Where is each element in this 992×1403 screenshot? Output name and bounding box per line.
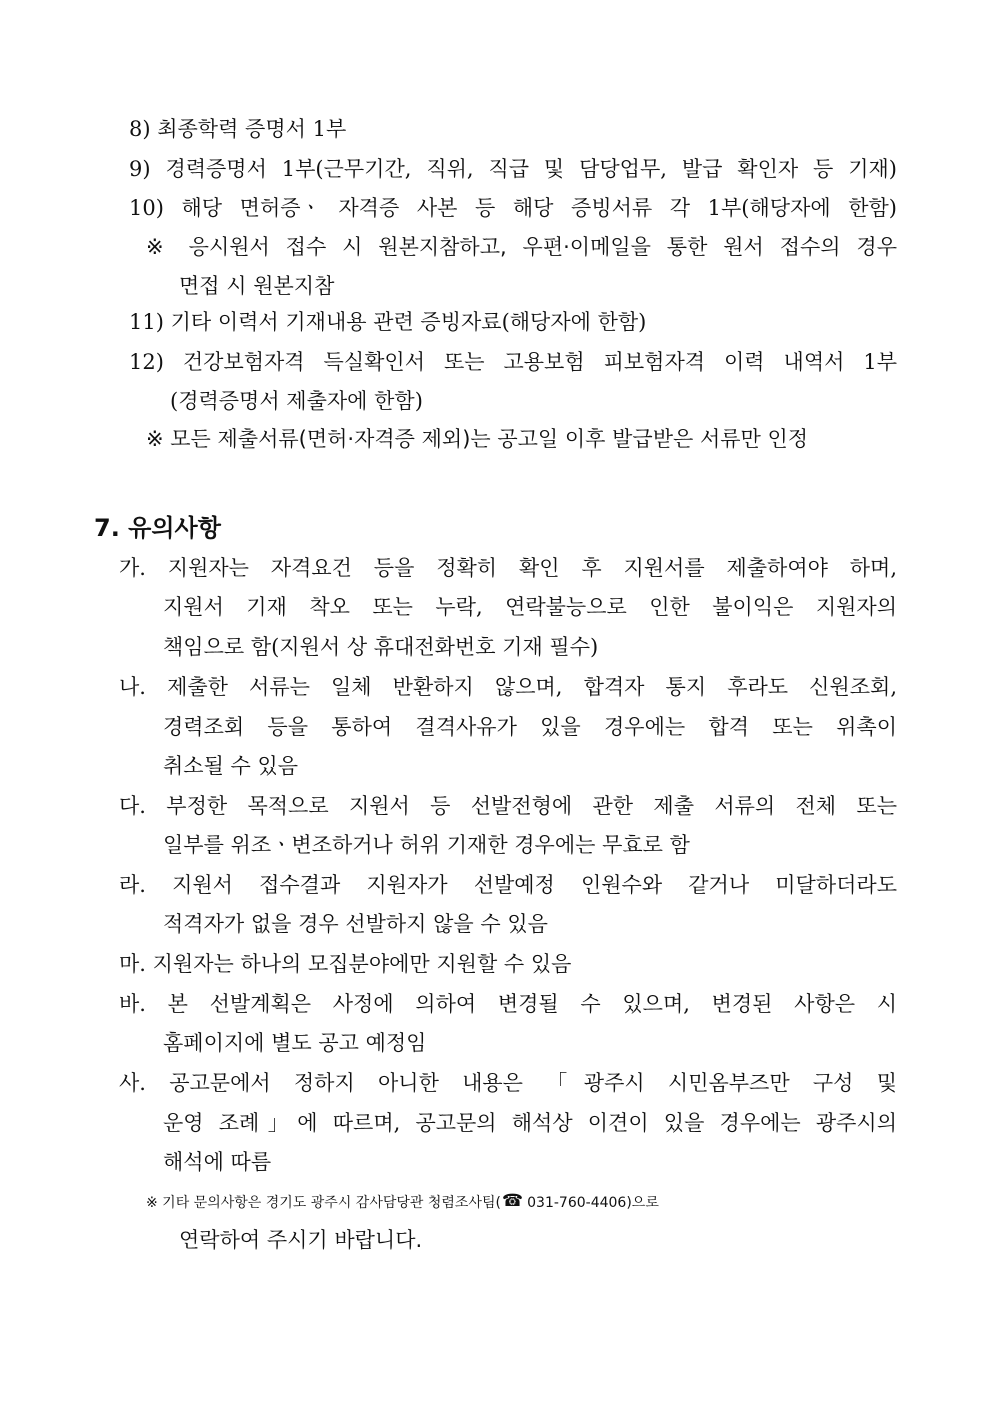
notice-ma-line-1: 마. 지원자는 하나의 모집분야에만 지원할 수 있음 [119, 952, 572, 976]
list-item-11: 11) 기타 이력서 기재내용 관련 증빙자료(해당자에 한함) [129, 310, 647, 334]
notice-ga-line-1: 가. 지원자는 자격요건 등을 정확히 확인 후 지원서를 제출하여야 하며, [119, 556, 897, 580]
note-original-line-2: 면접 시 원본지참 [179, 274, 335, 298]
section-heading: 7. 유의사항 [94, 514, 221, 542]
notice-sa-line-3: 해석에 따름 [163, 1150, 272, 1174]
contact-prefix: ※ 기타 문의사항은 경기도 광주시 감사담당관 청렴조사팀( [146, 1195, 501, 1211]
notice-ga-line-3: 책임으로 함(지원서 상 휴대전화번호 기재 필수) [163, 635, 599, 659]
contact-suffix: )으로 [626, 1195, 659, 1211]
notice-na-line-3: 취소될 수 있음 [163, 754, 299, 778]
list-item-9: 9) 경력증명서 1부(근무기간, 직위, 직급 및 담당업무, 발급 확인자 등 기재) [129, 157, 897, 181]
note-issue-date: ※ 모든 제출서류(면허·자격증 제외)는 공고일 이후 발급받은 서류만 인정 [146, 427, 809, 451]
notice-da-line-2: 일부를 위조ㆍ변조하거나 허위 기재한 경우에는 무효로 함 [163, 833, 690, 857]
notice-ba-line-2: 홈페이지에 별도 공고 예정임 [163, 1031, 427, 1055]
notice-na-line-2: 경력조회 등을 통하여 결격사유가 있을 경우에는 합격 또는 위촉이 [163, 715, 897, 739]
notice-sa-line-1: 사. 공고문에서 정하지 아니한 내용은 「광주시 시민옴부즈만 구성 및 [119, 1071, 897, 1095]
notice-na-line-1: 나. 제출한 서류는 일체 반환하지 않으며, 합격자 통지 후라도 신원조회, [119, 675, 897, 699]
list-item-10: 10) 해당 면허증ㆍ 자격증 사본 등 해당 증빙서류 각 1부(해당자에 한함) [129, 196, 897, 220]
notice-ra-line-1: 라. 지원서 접수결과 지원자가 선발예정 인원수와 같거나 미달하더라도 [119, 873, 897, 897]
list-item-12-line-1: 12) 건강보험자격 득실확인서 또는 고용보험 피보험자격 이력 내역서 1부 [129, 350, 897, 374]
contact-line-1 [146, 1186, 906, 1218]
list-item-8: 8) 최종학력 증명서 1부 [129, 117, 347, 141]
list-item-12-line-2: (경력증명서 제출자에 한함) [170, 389, 423, 413]
notice-sa-line-2: 운영 조례」에 따르며, 공고문의 해석상 이견이 있을 경우에는 광주시의 [163, 1111, 897, 1135]
phone-icon: ☎ [501, 1191, 524, 1211]
contact-phone: 031-760-4406 [527, 1195, 627, 1211]
notice-ga-line-2: 지원서 기재 착오 또는 누락, 연락불능으로 인한 불이익은 지원자의 [163, 595, 897, 619]
contact-line-2: 연락하여 주시기 바랍니다. [179, 1228, 423, 1252]
notice-da-line-1: 다. 부정한 목적으로 지원서 등 선발전형에 관한 제출 서류의 전체 또는 [119, 794, 897, 818]
notice-ra-line-2: 적격자가 없을 경우 선발하지 않을 수 있음 [163, 912, 548, 936]
note-original-line-1: ※ 응시원서 접수 시 원본지참하고, 우편·이메일을 통한 원서 접수의 경우 [146, 235, 897, 259]
notice-ba-line-1: 바. 본 선발계획은 사정에 의하여 변경될 수 있으며, 변경된 사항은 시 [119, 992, 897, 1016]
